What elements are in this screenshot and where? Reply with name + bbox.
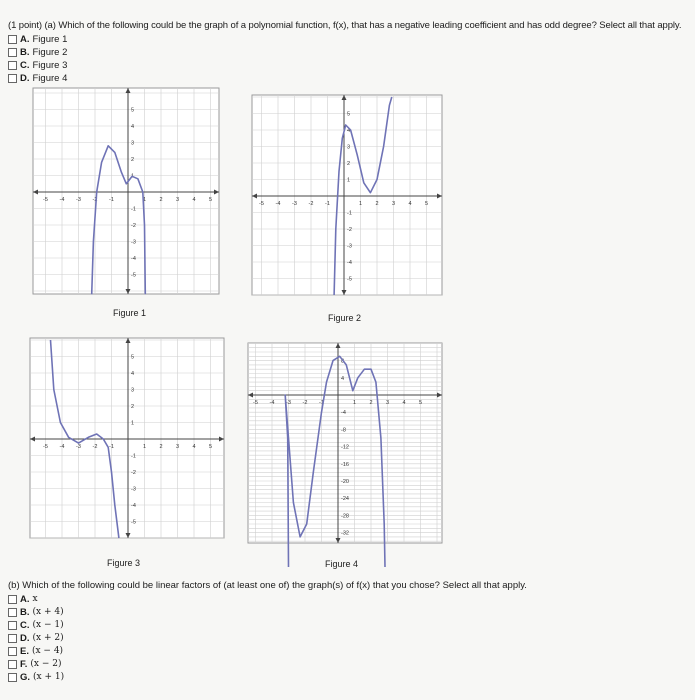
option-a-figure-1[interactable]: A. Figure 1 — [8, 33, 67, 46]
y-tick-label: 2 — [131, 404, 135, 410]
y-tick-label: -16 — [341, 461, 349, 468]
checkbox[interactable] — [8, 621, 17, 630]
figure-3-plot — [30, 338, 224, 538]
x-tick-label: -5 — [43, 197, 48, 203]
figure-2-plot — [252, 95, 442, 295]
y-tick-label: 4 — [341, 375, 345, 382]
option-e-x-minus-4[interactable]: E. (x − 4) — [8, 645, 64, 658]
part-a-options — [8, 33, 67, 85]
y-tick-label: -3 — [131, 486, 136, 493]
figure-4-graph — [248, 343, 442, 543]
x-tick-label: 5 — [208, 444, 213, 450]
x-tick-label: 3 — [175, 444, 180, 450]
x-tick-label: -4 — [275, 201, 281, 207]
y-tick-label: -20 — [341, 479, 349, 485]
x-tick-label: 3 — [175, 197, 180, 203]
y-tick-label: -12 — [341, 444, 349, 451]
x-tick-label: -2 — [92, 444, 98, 450]
y-tick-label: 2 — [131, 157, 135, 163]
figure-1-plot — [33, 88, 219, 294]
y-tick-label: -2 — [131, 223, 136, 229]
y-tick-label: 1 — [131, 173, 135, 180]
x-tick-label: -3 — [76, 197, 81, 203]
x-tick-label: 1 — [352, 400, 357, 406]
option-a-x[interactable]: A. x — [8, 593, 64, 606]
y-tick-label: -4 — [131, 503, 136, 509]
option-c-x-minus-1[interactable]: C. (x − 1) — [8, 619, 64, 632]
x-tick-label: 5 — [418, 400, 423, 406]
figure-1-caption: Figure 1 — [113, 308, 147, 318]
x-tick-label: -2 — [308, 201, 314, 207]
checkbox[interactable] — [8, 35, 17, 44]
x-tick-label: -1 — [109, 197, 114, 203]
option-b-x-plus-4[interactable]: B. (x + 4) — [8, 606, 64, 619]
x-tick-label: 3 — [385, 400, 390, 406]
y-tick-label: -28 — [341, 513, 349, 520]
y-tick-label: -4 — [131, 256, 136, 262]
y-tick-label: -3 — [347, 243, 352, 250]
y-tick-label: 5 — [347, 111, 351, 118]
checkbox[interactable] — [8, 608, 17, 617]
checkbox[interactable] — [8, 634, 17, 643]
x-tick-label: -5 — [253, 400, 258, 406]
x-tick-label: -3 — [286, 400, 291, 406]
x-tick-label: 5 — [424, 201, 429, 207]
y-tick-label: 3 — [131, 387, 135, 394]
x-tick-label: 2 — [375, 201, 379, 207]
y-tick-label: 4 — [131, 124, 135, 130]
y-tick-label: -1 — [131, 453, 136, 460]
x-tick-label: 3 — [391, 201, 396, 207]
x-tick-label: -5 — [259, 201, 264, 207]
figure-3-graph — [30, 338, 224, 538]
part-a-question: (1 point) (a) Which of the following could be the graph of a polynomial function, f(x), that has a negative leading coefficient and has odd degree? Select all that apply. — [8, 20, 682, 31]
y-tick-label: 4 — [347, 128, 351, 134]
checkbox[interactable] — [8, 48, 17, 57]
x-tick-label: 1 — [142, 197, 147, 203]
x-tick-label: -2 — [302, 400, 308, 406]
checkbox[interactable] — [8, 673, 17, 682]
y-tick-label: -8 — [341, 427, 346, 434]
checkbox[interactable] — [8, 647, 17, 656]
checkbox[interactable] — [8, 595, 17, 604]
figure-4-caption: Figure 4 — [325, 559, 359, 569]
figure-3-caption: Figure 3 — [107, 558, 141, 568]
part-b-options — [8, 593, 64, 684]
y-tick-label: -5 — [131, 272, 136, 279]
y-tick-label: 3 — [131, 140, 135, 147]
x-tick-label: -4 — [59, 444, 65, 450]
x-tick-label: 4 — [408, 201, 412, 207]
y-tick-label: -4 — [341, 410, 346, 417]
y-tick-label: -3 — [131, 239, 136, 246]
x-tick-label: 1 — [358, 201, 363, 207]
figure-1-graph — [33, 88, 219, 294]
figure-2-graph — [252, 95, 442, 295]
y-tick-label: -2 — [131, 470, 136, 476]
x-tick-label: -1 — [325, 201, 330, 207]
x-tick-label: 4 — [192, 197, 196, 203]
x-tick-label: -4 — [269, 400, 275, 406]
y-tick-label: 1 — [347, 177, 351, 184]
x-tick-label: -4 — [59, 197, 65, 203]
y-tick-label: 3 — [347, 144, 351, 151]
figure-4-plot — [248, 343, 442, 543]
x-tick-label: -5 — [43, 444, 48, 450]
x-tick-label: 1 — [142, 444, 147, 450]
x-tick-label: 2 — [159, 197, 163, 203]
x-tick-label: -3 — [76, 444, 81, 450]
y-tick-label: -4 — [347, 260, 352, 266]
y-tick-label: 5 — [131, 354, 135, 361]
y-tick-label: 2 — [347, 161, 351, 167]
x-tick-label: -2 — [92, 197, 98, 203]
y-tick-label: -1 — [131, 206, 136, 213]
y-tick-label: -2 — [347, 227, 352, 233]
part-b-question: (b) Which of the following could be linear factors of (at least one of) the graph(s) of f(x) that you chose? Select all that apply. — [8, 580, 527, 591]
checkbox[interactable] — [8, 61, 17, 70]
x-tick-label: 2 — [369, 400, 373, 406]
x-tick-label: 4 — [402, 400, 406, 406]
y-tick-label: -5 — [347, 276, 352, 283]
x-tick-label: 5 — [208, 197, 213, 203]
option-b-figure-2[interactable]: B. Figure 2 — [8, 46, 67, 59]
y-tick-label: 4 — [131, 371, 135, 377]
x-tick-label: 2 — [159, 444, 163, 450]
option-d-figure-4[interactable]: D. Figure 4 — [8, 72, 67, 85]
plot-frame — [33, 88, 219, 294]
option-c-figure-3[interactable]: C. Figure 3 — [8, 59, 67, 72]
y-tick-label: -1 — [347, 210, 352, 217]
x-tick-label: -3 — [292, 201, 297, 207]
y-tick-label: 5 — [131, 107, 135, 114]
x-tick-label: 4 — [192, 444, 196, 450]
x-tick-label: -1 — [319, 400, 324, 406]
option-g-x-plus-1[interactable]: G. (x + 1) — [8, 671, 64, 684]
figure-2-caption: Figure 2 — [328, 313, 362, 323]
y-tick-label: -24 — [341, 496, 349, 503]
option-f-x-minus-2[interactable]: F. (x − 2) — [8, 658, 64, 671]
checkbox[interactable] — [8, 660, 17, 669]
y-tick-label: 8 — [341, 358, 345, 365]
checkbox[interactable] — [8, 74, 17, 83]
x-tick-label: -1 — [109, 444, 114, 450]
y-tick-label: 1 — [131, 420, 135, 427]
option-d-x-plus-2[interactable]: D. (x + 2) — [8, 632, 64, 645]
plot-frame — [30, 338, 224, 538]
y-tick-label: -5 — [131, 519, 136, 526]
y-tick-label: -32 — [341, 530, 349, 537]
